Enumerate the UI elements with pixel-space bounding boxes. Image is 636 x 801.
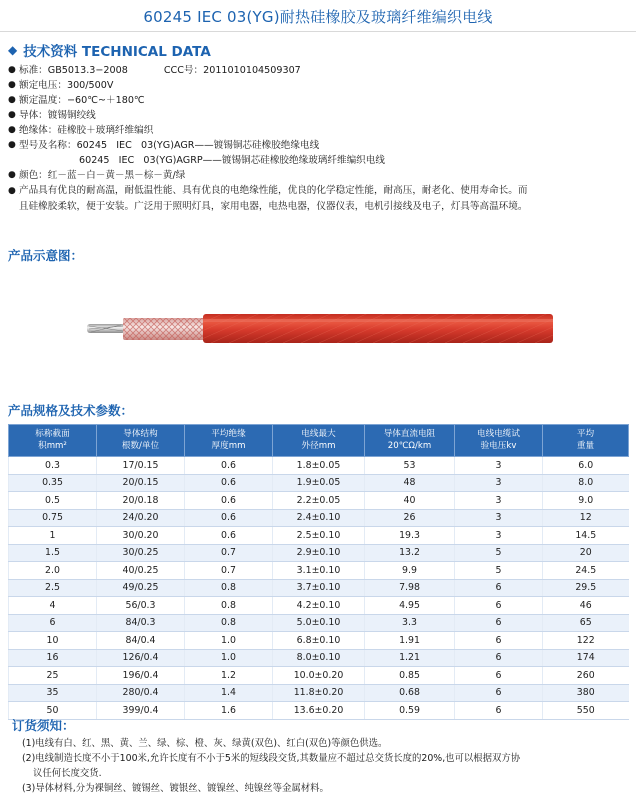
spec-model-2 [8,153,628,168]
cell-conductor-structure: 84/0.3 [97,614,185,632]
cell-weight: 550 [543,702,629,720]
voltage-text: 额定电压：300/500V [19,80,114,91]
cell-insulation-thickness: 1.4 [185,684,273,702]
table-row [9,527,629,545]
note-2: (2)电线制造长度不小于100米,允许长度有不小于5米的短线段交货,其数量应不超过总交货长度的20%,也可以根据双方协 [22,753,521,764]
cell-weight: 8.0 [543,474,629,492]
cell-conductor-structure: 49/0.25 [97,579,185,597]
cell-max-diameter: 2.9±0.10 [273,544,365,562]
cell-test-voltage: 3 [455,527,543,545]
cell-weight: 174 [543,649,629,667]
cell-weight: 122 [543,632,629,650]
technical-data-heading [8,40,211,60]
cable-image [85,303,555,353]
conductor-text: 导体：镀锡铜绞线 [19,110,96,121]
cell-max-diameter: 13.6±0.20 [273,702,365,720]
bullet-icon: ● [8,110,16,120]
cell-test-voltage: 6 [455,579,543,597]
cell-weight: 12 [543,509,629,527]
temperature-text: 额定温度：−60℃~＋180℃ [19,95,145,106]
cell-max-diameter: 6.8±0.10 [273,632,365,650]
cell-cross-section: 16 [9,649,97,667]
cell-max-diameter: 5.0±0.10 [273,614,365,632]
cell-resistance: 13.2 [365,544,455,562]
cell-cross-section: 0.3 [9,457,97,475]
table-body [9,457,629,720]
spec-colors [8,168,628,183]
table-row [9,702,629,720]
cell-conductor-structure: 40/0.25 [97,562,185,580]
table-row [9,684,629,702]
note-1: (1)电线有白、红、黑、黄、兰、绿、棕、橙、灰、绿黄(双色)、红白(双色)等颜色供选。 [22,738,388,749]
cell-insulation-thickness: 0.8 [185,614,273,632]
spec-temperature [8,93,628,108]
cell-insulation-thickness: 0.7 [185,544,273,562]
cell-conductor-structure: 84/0.4 [97,632,185,650]
table-row [9,649,629,667]
cell-cross-section: 6 [9,614,97,632]
cell-max-diameter: 2.4±0.10 [273,509,365,527]
bullet-icon: ● [8,186,16,196]
spec-description [8,183,628,199]
cell-test-voltage: 6 [455,614,543,632]
model-2-text: 60245 IEC 03(YG)AGRP——镀锡铜芯硅橡胶绝缘玻璃纤维编织电线 [79,155,385,166]
cell-test-voltage: 5 [455,544,543,562]
page-title: 60245 IEC 03(YG)耐热硅橡胶及玻璃纤维编织电线 [143,8,493,26]
cell-resistance: 0.85 [365,667,455,685]
cell-max-diameter: 3.1±0.10 [273,562,365,580]
cell-weight: 260 [543,667,629,685]
order-heading: 订货须知： [12,718,75,733]
cell-test-voltage: 3 [455,492,543,510]
cell-resistance: 40 [365,492,455,510]
cell-weight: 46 [543,597,629,615]
cell-cross-section: 2.0 [9,562,97,580]
spec-standard [8,63,628,78]
cell-cross-section: 1.5 [9,544,97,562]
cell-weight: 9.0 [543,492,629,510]
col-header-resistance: 导体直流电阻 20℃Ω/km [365,425,455,457]
cell-weight: 29.5 [543,579,629,597]
cell-conductor-structure: 196/0.4 [97,667,185,685]
ccc-label: CCC号： [163,65,204,76]
description-line-2: 且硅橡胶柔软，便于安装。广泛用于照明灯具，家用电器，电热电器，仪器仪表，电机引接线及电子，灯具等高温环境。 [19,201,528,212]
cell-conductor-structure: 24/0.20 [97,509,185,527]
cell-test-voltage: 5 [455,562,543,580]
cell-conductor-structure: 280/0.4 [97,684,185,702]
cell-test-voltage: 6 [455,632,543,650]
cell-weight: 20 [543,544,629,562]
bullet-icon: ● [8,170,16,180]
cell-resistance: 48 [365,474,455,492]
note-3: (3)导体材料,分为裸铜丝、镀锡丝、镀银丝、镀镍丝、纯镍丝等金属材料。 [22,783,329,794]
cell-conductor-structure: 20/0.15 [97,474,185,492]
cell-resistance: 0.59 [365,702,455,720]
col-header-conductor-structure: 导体结构 根数/单位 [97,425,185,457]
table-row [9,509,629,527]
table-row [9,562,629,580]
table-row [9,474,629,492]
cell-weight: 24.5 [543,562,629,580]
cell-test-voltage: 6 [455,684,543,702]
cell-weight: 6.0 [543,457,629,475]
bullet-icon: ● [8,140,16,150]
spec-insulation [8,123,628,138]
cell-cross-section: 4 [9,597,97,615]
col-header-cross-section: 标称截面 积mm² [9,425,97,457]
cell-cross-section: 50 [9,702,97,720]
cell-conductor-structure: 17/0.15 [97,457,185,475]
cell-resistance: 7.98 [365,579,455,597]
cell-resistance: 1.91 [365,632,455,650]
cell-cross-section: 1 [9,527,97,545]
cell-weight: 380 [543,684,629,702]
diamond-icon: ◆ [8,43,18,57]
cell-conductor-structure: 30/0.20 [97,527,185,545]
col-header-max-diameter: 电线最大 外径mm [273,425,365,457]
standard-label: 标准： [19,65,48,76]
cell-cross-section: 0.35 [9,474,97,492]
bullet-icon: ● [8,95,16,105]
cell-max-diameter: 2.5±0.10 [273,527,365,545]
model-1-text: 60245 IEC 03(YG)AGR——镀锡铜芯硅橡胶绝缘电线 [76,140,320,151]
col-header-insulation-thickness: 平均绝缘 厚度mm [185,425,273,457]
colors-text: 颜色：红－蓝－白－黄－黑－棕－黄/绿 [19,170,186,181]
cell-test-voltage: 6 [455,597,543,615]
table-row [9,579,629,597]
cell-cross-section: 0.75 [9,509,97,527]
note-2-continued: 议任何长度交货. [33,768,102,779]
cell-resistance: 53 [365,457,455,475]
cell-cross-section: 10 [9,632,97,650]
cell-max-diameter: 4.2±0.10 [273,597,365,615]
cell-insulation-thickness: 1.0 [185,632,273,650]
cell-conductor-structure: 399/0.4 [97,702,185,720]
standard-value: GB5013.3−2008 [47,65,128,76]
col-header-weight: 平均 重量 [543,425,629,457]
cell-max-diameter: 1.8±0.05 [273,457,365,475]
cell-insulation-thickness: 0.7 [185,562,273,580]
cell-insulation-thickness: 1.0 [185,649,273,667]
technical-data-heading-text: 技术资料 TECHNICAL DATA [23,44,211,60]
silicone-jacket [203,314,553,343]
cell-weight: 14.5 [543,527,629,545]
insulation-text: 绝缘体：硅橡胶＋玻璃纤维编织 [19,125,154,136]
cell-conductor-structure: 126/0.4 [97,649,185,667]
cell-conductor-structure: 20/0.18 [97,492,185,510]
cell-insulation-thickness: 0.8 [185,579,273,597]
cell-test-voltage: 3 [455,474,543,492]
table-row [9,667,629,685]
cell-conductor-structure: 56/0.3 [97,597,185,615]
col-header-test-voltage: 电线电缆试 验电压kv [455,425,543,457]
glass-fiber-braid [123,318,205,340]
cell-test-voltage: 6 [455,649,543,667]
cell-resistance: 26 [365,509,455,527]
cell-cross-section: 25 [9,667,97,685]
cell-test-voltage: 3 [455,509,543,527]
table-row [9,597,629,615]
cell-insulation-thickness: 1.6 [185,702,273,720]
title-divider [0,31,636,32]
cable-illustration [85,303,555,353]
spec-list [8,63,628,215]
table-row [9,492,629,510]
cell-test-voltage: 3 [455,457,543,475]
cell-resistance: 4.95 [365,597,455,615]
table-row [9,544,629,562]
table-row [9,632,629,650]
diagram-heading: 产品示意图： [8,248,84,263]
copper-strands [87,324,125,333]
cell-resistance: 19.3 [365,527,455,545]
cell-max-diameter: 1.9±0.05 [273,474,365,492]
cell-max-diameter: 8.0±0.10 [273,649,365,667]
table-header-row [9,425,629,457]
cell-resistance: 0.68 [365,684,455,702]
description-line-1: 产品具有优良的耐高温，耐低温性能、具有优良的电绝缘性能，优良的化学稳定性能，耐高压，耐老化、使用寿命长。而 [19,185,528,196]
cell-cross-section: 2.5 [9,579,97,597]
spec-model [8,138,628,153]
bullet-icon: ● [8,80,16,90]
spec-voltage [8,78,628,93]
order-notes [22,737,628,797]
cell-insulation-thickness: 0.6 [185,509,273,527]
cell-test-voltage: 6 [455,702,543,720]
cell-cross-section: 35 [9,684,97,702]
cell-insulation-thickness: 0.8 [185,597,273,615]
cell-insulation-thickness: 0.6 [185,527,273,545]
cell-max-diameter: 2.2±0.05 [273,492,365,510]
spec-conductor [8,108,628,123]
table-row [9,457,629,475]
cell-insulation-thickness: 1.2 [185,667,273,685]
cell-max-diameter: 3.7±0.10 [273,579,365,597]
cell-resistance: 1.21 [365,649,455,667]
cell-max-diameter: 11.8±0.20 [273,684,365,702]
cell-resistance: 3.3 [365,614,455,632]
model-label: 型号及名称： [19,140,77,151]
table-heading: 产品规格及技术参数： [8,403,134,418]
cell-max-diameter: 10.0±0.20 [273,667,365,685]
cell-weight: 65 [543,614,629,632]
table-row [9,614,629,632]
bullet-icon: ● [8,65,16,75]
cell-insulation-thickness: 0.6 [185,492,273,510]
ccc-value: 2011010104509307 [203,65,301,76]
cell-insulation-thickness: 0.6 [185,457,273,475]
cell-test-voltage: 6 [455,667,543,685]
cell-insulation-thickness: 0.6 [185,474,273,492]
cell-conductor-structure: 30/0.25 [97,544,185,562]
cell-resistance: 9.9 [365,562,455,580]
bullet-icon: ● [8,125,16,135]
spec-table [8,424,629,720]
cell-cross-section: 0.5 [9,492,97,510]
